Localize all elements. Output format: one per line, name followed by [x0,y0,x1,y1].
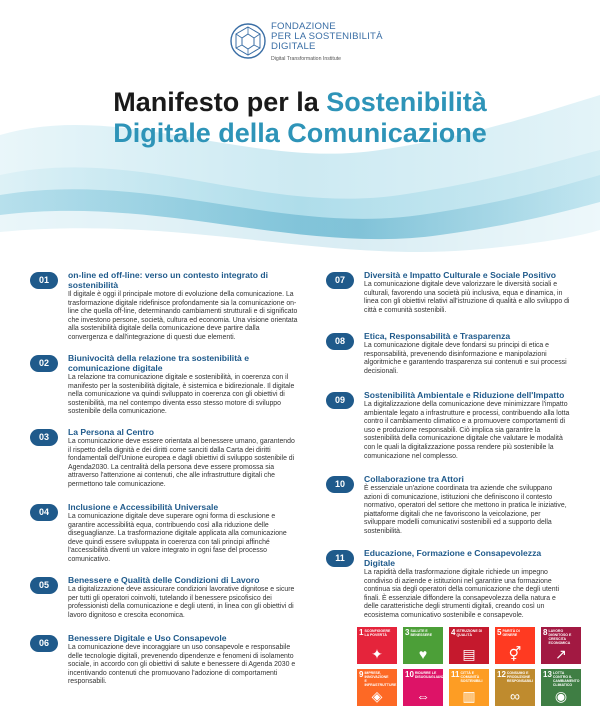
sdg-number: 13 [543,670,552,679]
logo-line-1: FONDAZIONE [271,21,336,32]
sdg-label: LOTTA CONTRO IL CAMBIAMENTO CLIMATICO [552,671,580,687]
title-line-2: Digitale della Comunicazione [113,118,487,148]
sdg-label: PARITÀ DI GENERE [502,629,520,637]
section-10 [326,474,570,548]
section-body: La rapidità della trasformazione digitale richiede un impegno condiviso di aziende e istituzioni nel garantire una formazione continua sia degli operatori della comunicazione che degli utenti finali. È essenziale diffondere la consapevolezza della natura e delle caratteristiche degli strumenti digitali, creando così un ecosistema comunicativo sostenibile e consapevole. [364,569,559,619]
section-06 [30,633,298,693]
sdg-pictogram-icon: ✦ [371,646,383,662]
sdg-pictogram-icon: ▥ [462,688,476,704]
sdg-number: 4 [451,628,456,637]
sdg-tile [403,627,443,664]
sdg-label: SALUTE E BENESSERE [410,629,433,637]
sdg-tile [403,669,447,706]
section-body: È essenziale un'azione coordinata tra aziende che sviluppano azioni di comunicazione, istituzioni che definiscono il contesto normativo, operatori del settore che mettono in pratica le iniziative, piattaforme digitali che ne favoriscono la veicolazione, per sviluppare modelli comunicativi sostenibili ed a supporto della sostenibilità. [364,485,567,535]
section-number-badge: 06 [30,635,58,652]
section-01 [30,270,298,353]
section-body: Il digitale è oggi il principale motore di evoluzione della comunicazione. La trasformazione digitale ridefinisce profondamente sia la comunicazione on-line che quella off-line, determinando cambiamenti strutturali e di significato che investono persone, società, cultura ed economia. Una visione orientata alla sostenibilità digitale della comunicazione deve partire dalla convergenza e dall'integrazione di questi due elementi. [68,291,298,341]
sdg-pictogram-icon: ⇔ [416,688,430,704]
section-number-badge: 09 [326,392,354,409]
sdg-tile [357,669,397,706]
sdg-number: 10 [405,670,414,679]
section-number-badge: 01 [30,272,58,289]
section-body: La digitalizzazione della comunicazione deve minimizzare l'impatto ambientale legato a infrastrutture e processi, contribuendo alla lotta contro il cambiamento climatico e a promuovere comportamenti di uso e produzione responsabili. Ciò implica sia garantire la sostenibilità della comunicazione digitale che valutare le modalità con le quali la digitalizzazione possa rendere più sostenibile la comunicazione nel complesso. [364,401,570,460]
sdg-tile [495,669,535,706]
sdg-icon-grid [357,627,583,706]
section-title: Etica, Responsabilità e Trasparenza [364,331,511,341]
left-column [30,270,298,693]
sdg-number: 9 [359,670,364,679]
section-number-badge: 08 [326,333,354,350]
sdg-label: IMPRESE, INNOVAZIONE E INFRASTRUTTURE [364,671,397,687]
sdg-pictogram-icon: ◈ [371,688,383,704]
section-05 [30,575,298,633]
section-03 [30,427,298,502]
section-title: Diversità e Impatto Culturale e Sociale Positivo [364,270,556,280]
section-09 [326,390,570,474]
sdg-number: 1 [359,628,364,637]
sdg-label: CONSUMO E PRODUZIONE RESPONSABILI [506,671,534,683]
sdg-number: 3 [405,628,410,637]
sdg-pictogram-icon: ∞ [510,688,520,704]
sdg-pictogram-icon: ▤ [462,646,476,662]
sdg-tile [541,669,581,706]
section-title: Inclusione e Accessibilità Universale [68,502,219,512]
section-11 [326,548,570,623]
section-body: La comunicazione digitale deve superare ogni forma di esclusione e garantire accessibilità equa, contribuendo così alla riduzione delle diseguaglianze. La trasformazione digitale applicata alla comunicazione deve quindi essere sviluppata in coerenza con tali principi affinché l'accessibilità diventi un valore integrato in ogni fase del processo comunicativo. [68,513,287,563]
section-04 [30,502,298,575]
section-body: La comunicazione digitale deve fondarsi su principi di etica e responsabilità, prevenendo disinformazione e manipolazioni algoritmiche e garantendo trasparenza sui contenuti e sui processi decisionali. [364,342,567,375]
section-title: Sostenibilità Ambientale e Riduzione dell'Impatto [364,390,565,400]
sdg-label: RIDURRE LE DISUGUAGLIANZE [414,671,447,679]
geodesic-sphere-icon [229,22,267,60]
section-body: La comunicazione deve essere orientata al benessere umano, garantendo il rispetto della dignità e dei diritti come sanciti dalla Carta dei diritti fondamentali dell'Unione europea e dagli obiettivi di sviluppo sostenibile di Agenda2030. La centralità della persona deve essere promossa sia attraverso l'attenzione ai contenuti, che alle infrastrutture digitali che permettono tale comunicazione. [68,438,295,488]
section-number-badge: 11 [326,550,354,567]
sdg-label: LAVORO DIGNITOSO E CRESCITA ECONOMICA [548,629,572,645]
section-body: La digitalizzazione deve assicurare condizioni lavorative dignitose e sicure per tutti gli operatori coinvolti, tutelando il benessere psicofisico dei professionisti della comunicazione e degli utenti, in linea con gli obiettivi di lavoro dignitoso e crescita economica. [68,586,295,619]
sdg-label: ISTRUZIONE DI QUALITÀ [456,629,483,637]
section-number-badge: 05 [30,577,58,594]
logo-line-3: DIGITALE [271,41,316,52]
sdg-label: SCONFIGGERE LA POVERTÀ [364,629,391,637]
section-title: on-line ed off-line: verso un contesto integrato di sostenibilità [68,270,269,290]
header [0,0,600,260]
sdg-number: 11 [451,670,460,679]
sdg-pictogram-icon: ◉ [554,688,568,704]
sdg-pictogram-icon: ↗ [555,646,567,662]
section-body: La relazione tra comunicazione digitale e sostenibilità, in coerenza con il manifesto per la sostenibilità digitale, è sistemica e bidirezionale. Il digitale nella comunicazione va quindi sviluppato in coerenza con gli obiettivi di sostenibilità, ma nel contempo diventa esso stesso motore di sviluppo sostenibile della comunicazione. [68,374,295,416]
section-title: Educazione, Formazione e Consapevolezza Digitale [364,548,542,568]
sdg-pictogram-icon: ⚥ [508,646,522,662]
section-number-badge: 07 [326,272,354,289]
sdg-label: CITTÀ E COMUNITÀ SOSTENIBILI [460,671,483,683]
section-02 [30,353,298,427]
section-number-badge: 03 [30,429,58,446]
title-line-1-accent: Sostenibilità [326,87,487,117]
logo-line-2: PER LA SOSTENIBILITÀ [271,31,383,42]
sdg-tile [449,669,489,706]
section-number-badge: 10 [326,476,354,493]
sdg-tile [541,627,581,664]
section-title: Collaborazione tra Attori [364,474,464,484]
section-title: Biunivocità della relazione tra sostenibilità e comunicazione digitale [68,353,249,373]
sdg-tile [449,627,489,664]
section-number-badge: 04 [30,504,58,521]
sdg-number: 12 [497,670,506,679]
section-title: Benessere e Qualità delle Condizioni di Lavoro [68,575,260,585]
section-number-badge: 02 [30,355,58,372]
sdg-tile [357,627,397,664]
section-body: La comunicazione digitale deve valorizzare le diversità sociali e culturali, favorendo una società più inclusiva, equa e dinamica, in linea con gli obiettivi relativi all'istruzione di qualità e allo sviluppo di città e comunità sostenibili. [364,281,570,314]
title-line-1-plain: Manifesto per la [113,87,327,117]
page-title [0,87,600,149]
section-title: La Persona al Centro [68,427,154,437]
section-08 [326,331,570,390]
right-column [326,270,570,623]
sdg-number: 8 [543,628,548,637]
logo [229,20,383,66]
section-body: La comunicazione deve incoraggiare un uso consapevole e responsabile delle tecnologie digitali, prevenendo dipendenze e fenomeni di isolamento sociale, in accordo con gli obiettivi di salute e benessere di Agenda 2030 e incentivando contenuti che promuovano l'adozione di comportamenti responsabili. [68,644,296,686]
sdg-number: 5 [497,628,502,637]
logo-subtitle: Digital Transformation Institute [271,56,342,62]
sdg-tile [495,627,535,664]
section-title: Benessere Digitale e Uso Consapevole [68,633,227,643]
sdg-pictogram-icon: ♥ [418,646,428,662]
section-07 [326,270,570,331]
